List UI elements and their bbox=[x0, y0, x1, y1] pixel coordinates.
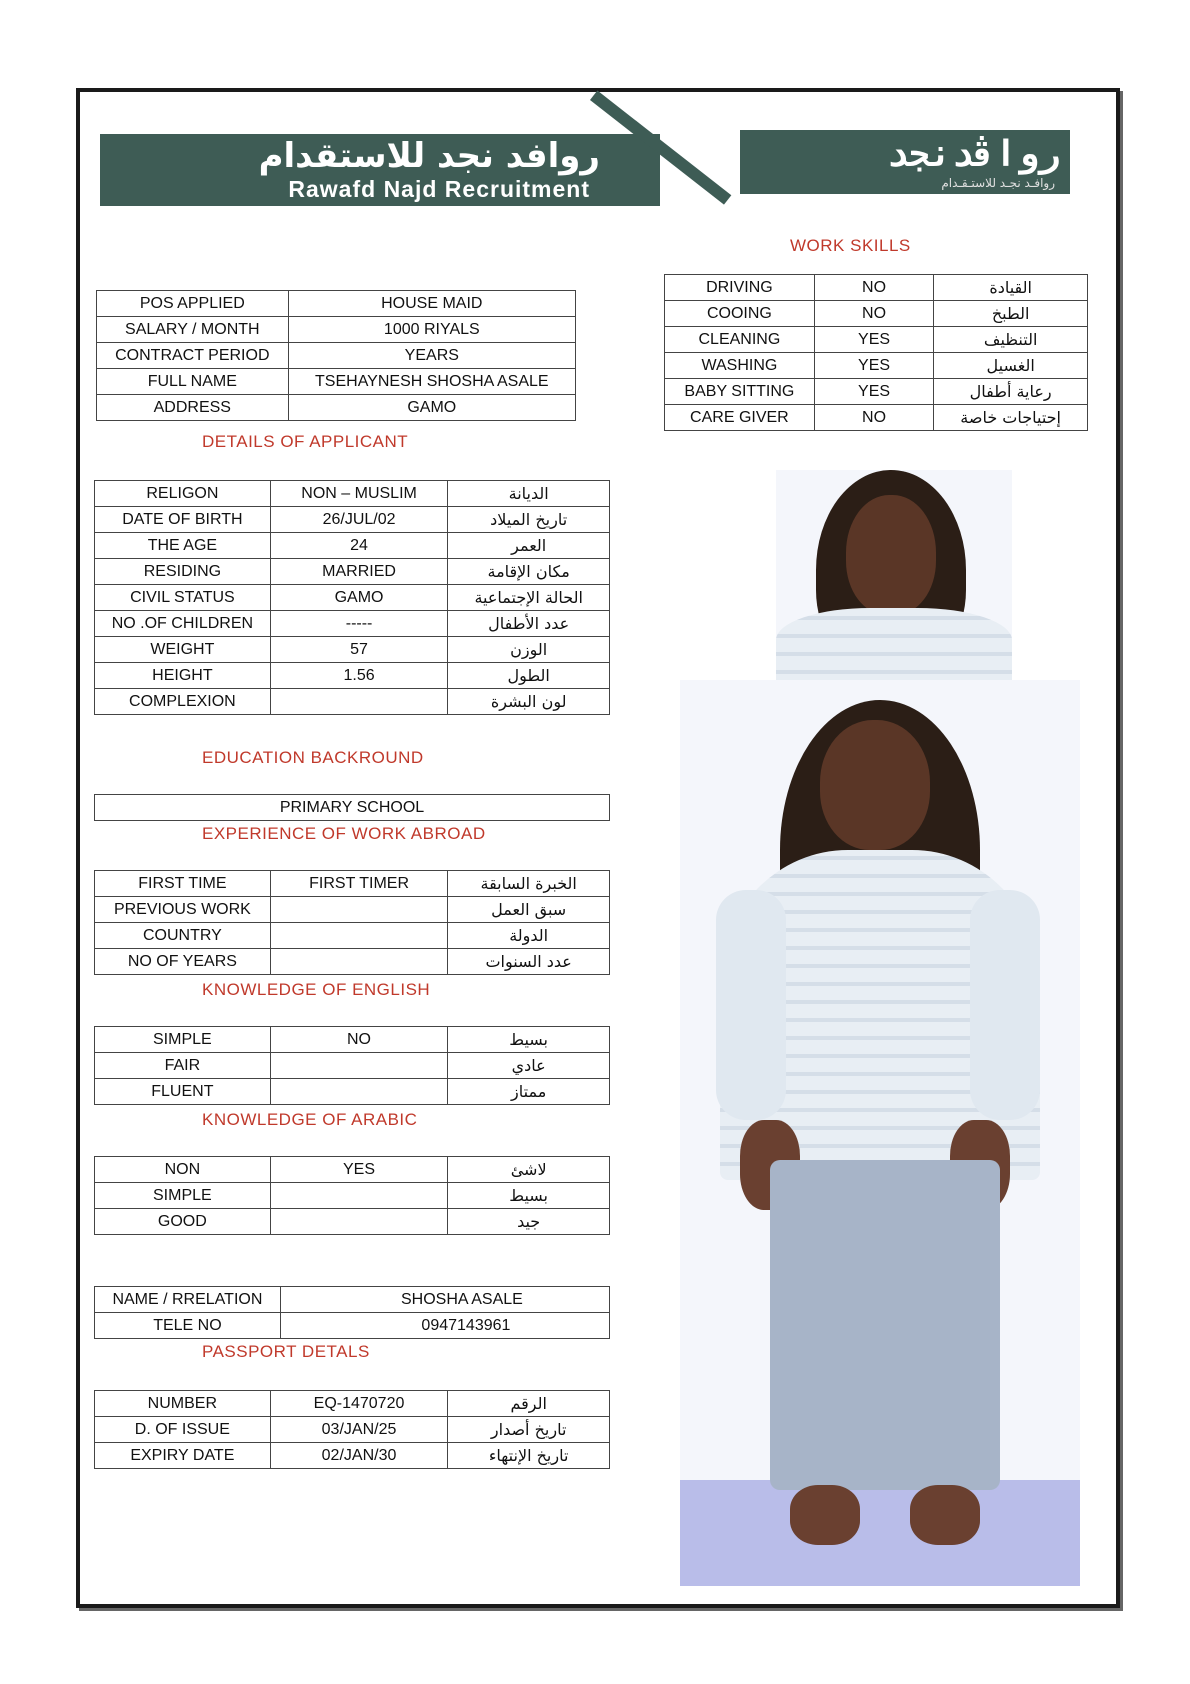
arabic-knowledge-heading: KNOWLEDGE OF ARABIC bbox=[202, 1110, 418, 1129]
applicant-arabic: عدد الأطفال bbox=[448, 611, 610, 637]
table-row bbox=[665, 301, 1088, 327]
english-value: NO bbox=[270, 1027, 448, 1053]
english-table bbox=[94, 1026, 610, 1105]
passport-arabic: تاريخ أصدار bbox=[448, 1417, 610, 1443]
table-row bbox=[665, 353, 1088, 379]
applicant-table bbox=[94, 480, 610, 715]
education-table bbox=[94, 794, 610, 821]
applicant-value bbox=[270, 689, 448, 715]
arabic-label: GOOD bbox=[95, 1209, 271, 1235]
experience-arabic: سبق العمل bbox=[448, 897, 610, 923]
passport-arabic: تاريخ الإنتهاء bbox=[448, 1443, 610, 1469]
applicant-label: RESIDING bbox=[95, 559, 271, 585]
english-heading: KNOWLEDGE OF ENGLISH bbox=[202, 980, 431, 999]
table-row bbox=[95, 1079, 610, 1105]
applicant-value: ----- bbox=[270, 611, 448, 637]
table-row bbox=[95, 507, 610, 533]
experience-label: PREVIOUS WORK bbox=[95, 897, 271, 923]
experience-arabic: الدولة bbox=[448, 923, 610, 949]
table-row bbox=[95, 585, 610, 611]
applicant-arabic: تاريخ الميلاد bbox=[448, 507, 610, 533]
contact-label: NAME / RRELATION bbox=[95, 1287, 281, 1313]
applicant-label: WEIGHT bbox=[95, 637, 271, 663]
applicant-value: 26/JUL/02 bbox=[270, 507, 448, 533]
table-row bbox=[95, 1287, 610, 1313]
applicant-label: COMPLEXION bbox=[95, 689, 271, 715]
applicant-arabic: الوزن bbox=[448, 637, 610, 663]
table-row bbox=[95, 923, 610, 949]
contact-value: 0947143961 bbox=[280, 1313, 609, 1339]
portrait-photo bbox=[776, 470, 1012, 680]
experience-arabic: عدد السنوات bbox=[448, 949, 610, 975]
applicant-heading: DETAILS OF APPLICANT bbox=[202, 432, 409, 451]
applicant-value: MARRIED bbox=[270, 559, 448, 585]
table-row bbox=[95, 637, 610, 663]
table-row bbox=[97, 291, 576, 317]
applicant-label: HEIGHT bbox=[95, 663, 271, 689]
table-row bbox=[97, 369, 576, 395]
passport-label: D. OF ISSUE bbox=[95, 1417, 271, 1443]
experience-value bbox=[270, 923, 448, 949]
experience-heading: EXPERIENCE OF WORK ABROAD bbox=[202, 824, 486, 843]
skill-value: YES bbox=[814, 353, 933, 379]
skill-label: BABY SITTING bbox=[665, 379, 815, 405]
skill-value: NO bbox=[814, 405, 933, 431]
experience-value bbox=[270, 897, 448, 923]
position-label: POS APPLIED bbox=[97, 291, 289, 317]
arabic-knowledge-table bbox=[94, 1156, 610, 1235]
table-row bbox=[97, 317, 576, 343]
position-value: TSEHAYNESH SHOSHA ASALE bbox=[288, 369, 575, 395]
experience-value bbox=[270, 949, 448, 975]
contact-value: SHOSHA ASALE bbox=[280, 1287, 609, 1313]
table-row bbox=[95, 559, 610, 585]
skill-value: YES bbox=[814, 327, 933, 353]
table-row bbox=[95, 533, 610, 559]
arabic-arabic: جيد bbox=[448, 1209, 610, 1235]
skill-arabic: القيادة bbox=[934, 275, 1088, 301]
passport-label: EXPIRY DATE bbox=[95, 1443, 271, 1469]
skill-value: YES bbox=[814, 379, 933, 405]
position-label: SALARY / MONTH bbox=[97, 317, 289, 343]
education-value: PRIMARY SCHOOL bbox=[95, 795, 610, 821]
education-heading: EDUCATION BACKROUND bbox=[202, 748, 424, 767]
position-label: CONTRACT PERIOD bbox=[97, 343, 289, 369]
skill-label: WASHING bbox=[665, 353, 815, 379]
work-skills-table bbox=[664, 274, 1088, 431]
table-row bbox=[97, 343, 576, 369]
table-row bbox=[665, 379, 1088, 405]
table-row bbox=[95, 1053, 610, 1079]
table-row bbox=[95, 1313, 610, 1339]
applicant-arabic: العمر bbox=[448, 533, 610, 559]
skill-arabic: التنظيف bbox=[934, 327, 1088, 353]
brand-english-name: Rawafd Najd Recruitment bbox=[288, 176, 590, 202]
english-label: SIMPLE bbox=[95, 1027, 271, 1053]
table-row bbox=[97, 395, 576, 421]
experience-label: NO OF YEARS bbox=[95, 949, 271, 975]
table-row bbox=[95, 949, 610, 975]
table-row bbox=[95, 871, 610, 897]
applicant-label: CIVIL STATUS bbox=[95, 585, 271, 611]
table-row bbox=[665, 327, 1088, 353]
position-table bbox=[96, 290, 576, 421]
arabic-value: YES bbox=[270, 1157, 448, 1183]
company-logo: رواڤدنجد bbox=[886, 134, 1060, 175]
arabic-arabic: بسيط bbox=[448, 1183, 610, 1209]
arabic-value bbox=[270, 1183, 448, 1209]
position-label: FULL NAME bbox=[97, 369, 289, 395]
arabic-arabic: لاشئ bbox=[448, 1157, 610, 1183]
passport-value: EQ-1470720 bbox=[270, 1391, 448, 1417]
table-row bbox=[95, 481, 610, 507]
applicant-label: RELIGON bbox=[95, 481, 271, 507]
english-arabic: عادي bbox=[448, 1053, 610, 1079]
arabic-label: NON bbox=[95, 1157, 271, 1183]
applicant-value: 24 bbox=[270, 533, 448, 559]
applicant-label: NO .OF CHILDREN bbox=[95, 611, 271, 637]
brand-arabic-name: روافد نجد للاستقدام bbox=[258, 136, 600, 176]
english-value bbox=[270, 1079, 448, 1105]
table-row bbox=[95, 1391, 610, 1417]
passport-table bbox=[94, 1390, 610, 1469]
arabic-value bbox=[270, 1209, 448, 1235]
applicant-label: DATE OF BIRTH bbox=[95, 507, 271, 533]
applicant-value: NON – MUSLIM bbox=[270, 481, 448, 507]
passport-heading: PASSPORT DETALS bbox=[202, 1342, 370, 1361]
table-row bbox=[95, 663, 610, 689]
english-label: FAIR bbox=[95, 1053, 271, 1079]
skill-label: CLEANING bbox=[665, 327, 815, 353]
table-row bbox=[665, 275, 1088, 301]
applicant-label: THE AGE bbox=[95, 533, 271, 559]
skill-arabic: رعاية أطفال bbox=[934, 379, 1088, 405]
full-body-photo bbox=[680, 680, 1080, 1586]
passport-label: NUMBER bbox=[95, 1391, 271, 1417]
table-row bbox=[95, 689, 610, 715]
applicant-arabic: مكان الإقامة bbox=[448, 559, 610, 585]
company-logo-subtext: روافـد نجـد للاستـقـدام bbox=[941, 176, 1055, 190]
work-skills-heading: WORK SKILLS bbox=[790, 236, 911, 255]
passport-arabic: الرقم bbox=[448, 1391, 610, 1417]
table-row bbox=[95, 1209, 610, 1235]
contact-label: TELE NO bbox=[95, 1313, 281, 1339]
position-value: GAMO bbox=[288, 395, 575, 421]
experience-value: FIRST TIMER bbox=[270, 871, 448, 897]
applicant-value: GAMO bbox=[270, 585, 448, 611]
skill-value: NO bbox=[814, 275, 933, 301]
applicant-arabic: الطول bbox=[448, 663, 610, 689]
table-row bbox=[95, 611, 610, 637]
passport-value: 03/JAN/25 bbox=[270, 1417, 448, 1443]
skill-label: COOING bbox=[665, 301, 815, 327]
table-row bbox=[95, 1443, 610, 1469]
skill-label: CARE GIVER bbox=[665, 405, 815, 431]
applicant-arabic: الحالة الإجتماعية bbox=[448, 585, 610, 611]
contact-table bbox=[94, 1286, 610, 1339]
position-value: 1000 RIYALS bbox=[288, 317, 575, 343]
skill-value: NO bbox=[814, 301, 933, 327]
experience-table bbox=[94, 870, 610, 975]
table-row bbox=[95, 1417, 610, 1443]
experience-label: COUNTRY bbox=[95, 923, 271, 949]
table-row bbox=[95, 1157, 610, 1183]
table-row bbox=[95, 897, 610, 923]
table-row bbox=[665, 405, 1088, 431]
arabic-label: SIMPLE bbox=[95, 1183, 271, 1209]
position-label: ADDRESS bbox=[97, 395, 289, 421]
experience-label: FIRST TIME bbox=[95, 871, 271, 897]
english-arabic: بسيط bbox=[448, 1027, 610, 1053]
experience-arabic: الخبرة السابقة bbox=[448, 871, 610, 897]
position-value: HOUSE MAID bbox=[288, 291, 575, 317]
english-arabic: ممتاز bbox=[448, 1079, 610, 1105]
skill-label: DRIVING bbox=[665, 275, 815, 301]
applicant-arabic: لون البشرة bbox=[448, 689, 610, 715]
applicant-value: 57 bbox=[270, 637, 448, 663]
position-value: YEARS bbox=[288, 343, 575, 369]
english-value bbox=[270, 1053, 448, 1079]
english-label: FLUENT bbox=[95, 1079, 271, 1105]
applicant-value: 1.56 bbox=[270, 663, 448, 689]
applicant-arabic: الديانة bbox=[448, 481, 610, 507]
table-row bbox=[95, 1027, 610, 1053]
passport-value: 02/JAN/30 bbox=[270, 1443, 448, 1469]
skill-arabic: إحتياجات خاصة bbox=[934, 405, 1088, 431]
skill-arabic: الغسيل bbox=[934, 353, 1088, 379]
skill-arabic: الطبخ bbox=[934, 301, 1088, 327]
table-row bbox=[95, 795, 610, 821]
table-row bbox=[95, 1183, 610, 1209]
